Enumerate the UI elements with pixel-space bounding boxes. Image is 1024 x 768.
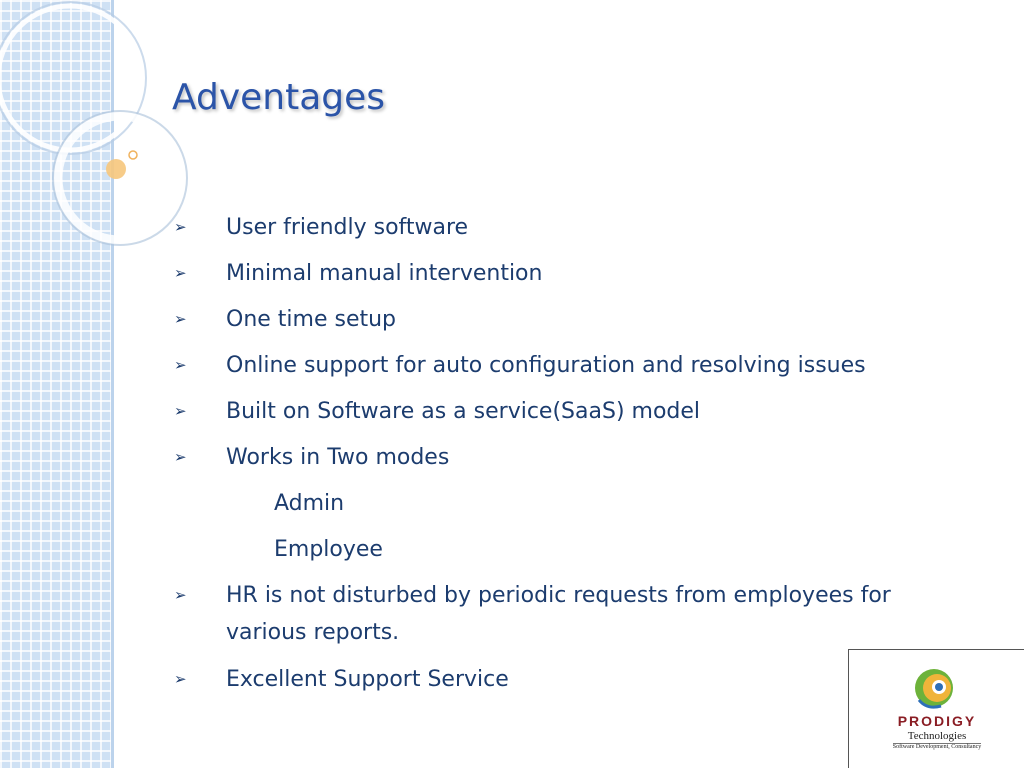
logo-subtitle: Technologies <box>907 730 967 742</box>
bullet-text: Online support for auto configuration and resolving issues <box>226 353 866 378</box>
bullet-text: Works in Two modes <box>226 445 450 470</box>
arrow-bullet-icon: ➢ <box>174 670 187 688</box>
arrow-bullet-icon: ➢ <box>174 448 187 466</box>
bullet-text: HR is not disturbed by periodic requests from employees for various reports. <box>226 583 891 645</box>
arrow-bullet-icon: ➢ <box>174 356 187 374</box>
company-logo <box>848 649 1024 768</box>
arrow-bullet-icon: ➢ <box>174 264 187 282</box>
bullet-text: Built on Software as a service(SaaS) model <box>226 399 701 424</box>
bullet-text: User friendly software <box>226 215 469 240</box>
bullet-text: Excellent Support Service <box>226 667 509 692</box>
arrow-bullet-icon: ➢ <box>174 218 187 236</box>
sub-bullet-text: Employee <box>274 537 383 562</box>
bullet-text: Minimal manual intervention <box>226 261 543 286</box>
decorative-rings-icon <box>0 0 200 300</box>
logo-name: PRODIGY <box>897 713 977 729</box>
arrow-bullet-icon: ➢ <box>174 310 187 328</box>
slide-title: Adventages <box>172 77 386 118</box>
logo-tagline: Software Development, Consultancy <box>892 744 982 750</box>
prodigy-logo-icon <box>909 664 959 712</box>
sub-bullet-text: Admin <box>274 491 345 516</box>
bullet-text: One time setup <box>226 307 397 332</box>
arrow-bullet-icon: ➢ <box>174 402 187 420</box>
arrow-bullet-icon: ➢ <box>174 586 187 604</box>
